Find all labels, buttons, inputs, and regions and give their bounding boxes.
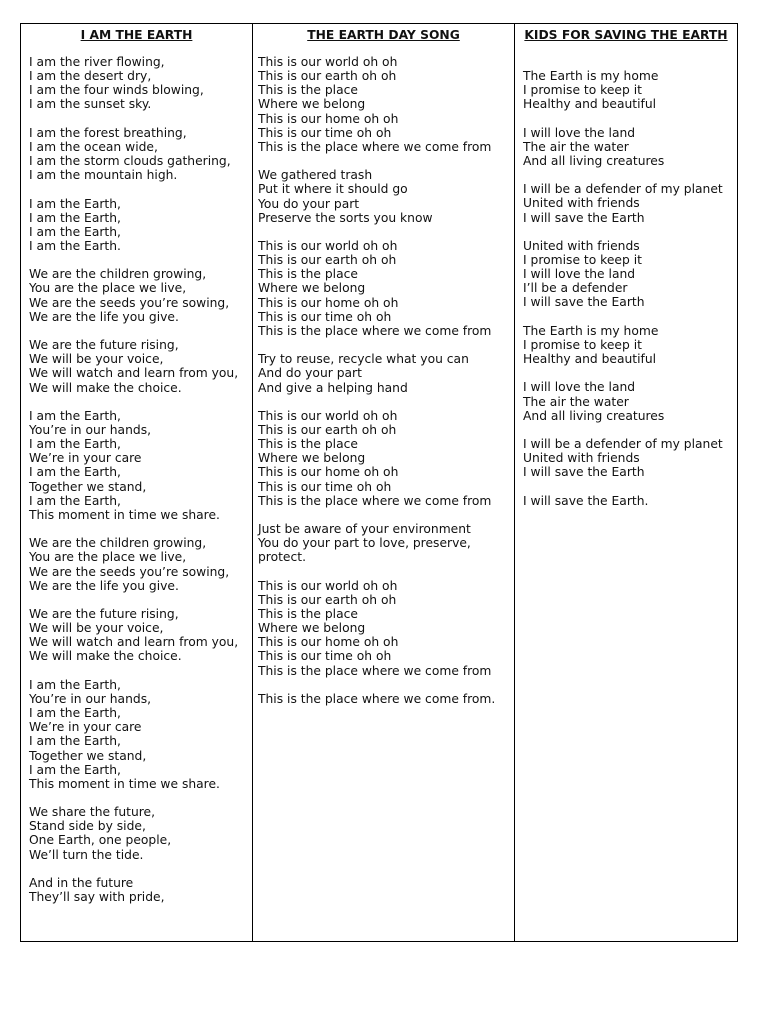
song-title: THE EARTH DAY SONG [307, 28, 460, 42]
lyric-line: The air the water [523, 139, 629, 154]
stanza [523, 126, 737, 168]
lyric-line: This is our world oh oh [258, 239, 398, 253]
lyric-line: This is our home oh oh [258, 111, 399, 126]
lyric-line: I am the Earth, [29, 493, 121, 508]
lyric-line: United with friends [523, 238, 640, 253]
lyric-line: I will be a defender of my planet [523, 182, 723, 197]
stanza [258, 409, 514, 508]
lyric-line: Where we belong [258, 97, 366, 112]
lyric-line: The air the water [523, 394, 629, 409]
lyric-line: The Earth is my home [523, 69, 659, 83]
stanza [29, 409, 248, 522]
lyric-line: This is our world oh oh [258, 55, 398, 69]
lyric-line: This is our time oh oh [258, 309, 392, 324]
lyric-line: We’ll turn the tide. [29, 847, 144, 862]
lyric-line: This is the place [258, 267, 358, 282]
lyric-line: Together we stand, [29, 748, 147, 763]
lyric-line: We will be your voice, [29, 352, 164, 367]
lyric-line: Where we belong [258, 281, 366, 296]
lyric-line: And in the future [29, 875, 134, 890]
lyric-line: I am the Earth, [29, 408, 121, 423]
lyric-line: You do your part [258, 196, 360, 211]
lyric-line: I will love the land [523, 267, 636, 282]
lyric-line: This is our world oh oh [258, 578, 398, 593]
song-lyrics [253, 52, 514, 706]
lyric-line: This is the place [258, 437, 358, 452]
lyric-line: This is our home oh oh [258, 635, 399, 650]
lyric-line: Stand side by side, [29, 819, 146, 834]
lyric-line: We will watch and learn from you, [29, 366, 239, 381]
stanza [29, 607, 248, 664]
lyric-line: Healthy and beautiful [523, 97, 657, 112]
stanza [258, 239, 514, 338]
lyric-line: I will save the Earth. [523, 493, 649, 508]
lyric-line: I am the four winds blowing, [29, 83, 204, 98]
lyric-line: This is our time oh oh [258, 649, 392, 664]
lyric-line: Together we stand, [29, 479, 147, 494]
lyric-line: We’re in your care [29, 451, 142, 466]
lyric-line: This is our earth oh oh [258, 253, 397, 268]
lyric-line: They’ll say with pride, [29, 890, 165, 905]
lyric-line: I am the desert dry, [29, 69, 152, 84]
lyric-line: I am the Earth, [29, 224, 121, 239]
stanza [29, 267, 248, 324]
lyric-line: And all living creatures [523, 153, 665, 168]
stanza [523, 69, 737, 111]
lyric-line: Where we belong [258, 621, 366, 636]
stanza [523, 182, 737, 224]
stanza [29, 338, 248, 395]
lyric-line: I’ll be a defender [523, 281, 628, 296]
lyric-line: I will save the Earth [523, 295, 645, 310]
lyric-line: The Earth is my home [523, 323, 659, 338]
lyric-line: This is the place where we come from [258, 139, 492, 154]
lyric-line: We are the seeds you’re sowing, [29, 295, 230, 310]
lyric-line: Try to reuse, recycle what you can [258, 352, 469, 367]
lyric-line: I am the Earth, [29, 762, 121, 777]
lyric-line: I am the Earth, [29, 210, 121, 225]
lyric-line: We gathered trash [258, 168, 373, 183]
lyric-line: We share the future, [29, 805, 155, 820]
lyric-line: I will be a defender of my planet [523, 436, 723, 451]
song-title: KIDS FOR SAVING THE EARTH [524, 28, 728, 42]
lyric-line: We are the future rising, [29, 338, 179, 353]
lyric-line: We are the future rising, [29, 606, 179, 621]
column-kids-for-saving-the-earth [515, 24, 737, 941]
lyric-line: We’re in your care [29, 720, 142, 735]
song-lyrics [21, 52, 252, 904]
stanza [523, 437, 737, 479]
lyric-line: This is the place [258, 607, 358, 621]
lyric-line: I will save the Earth [523, 465, 645, 480]
lyric-line: I am the Earth. [29, 239, 121, 253]
column-i-am-the-earth [21, 24, 253, 941]
lyric-line: I am the forest breathing, [29, 125, 187, 140]
lyric-line: Healthy and beautiful [523, 352, 657, 367]
lyric-line: I am the Earth, [29, 734, 121, 749]
stanza [258, 55, 514, 154]
lyric-line: You are the place we live, [29, 281, 187, 296]
stanza [258, 168, 514, 225]
lyric-line: This is the place where we come from [258, 323, 492, 338]
lyric-line: I am the sunset sky. [29, 97, 152, 112]
stanza [523, 380, 737, 422]
lyric-line: This moment in time we share. [29, 507, 220, 522]
lyric-line: Just be aware of your environment [258, 522, 471, 537]
lyric-line: This is our home oh oh [258, 465, 399, 480]
lyric-line: You’re in our hands, [29, 691, 152, 706]
lyric-line: United with friends [523, 451, 640, 466]
lyric-line: I am the Earth, [29, 677, 121, 692]
lyric-line: This is the place where we come from. [258, 691, 496, 706]
lyric-line: And all living creatures [523, 408, 665, 423]
stanza [29, 876, 248, 904]
lyric-line: I am the Earth, [29, 196, 121, 211]
lyric-line: This is our time oh oh [258, 479, 392, 494]
lyric-line: I am the river flowing, [29, 55, 165, 69]
lyric-line: And give a helping hand [258, 380, 408, 395]
lyric-line: We will watch and learn from you, [29, 635, 239, 650]
lyric-line: Put it where it should go [258, 182, 408, 197]
song-title: I AM THE EARTH [80, 28, 193, 42]
lyric-line: We are the children growing, [29, 267, 207, 282]
lyric-line: One Earth, one people, [29, 833, 172, 848]
lyric-line: I will save the Earth [523, 210, 645, 225]
lyric-line: This is our time oh oh [258, 125, 392, 140]
lyric-line: This is our earth oh oh [258, 592, 397, 607]
stanza [258, 522, 514, 564]
lyric-line: I am the ocean wide, [29, 139, 158, 154]
lyric-line: We will make the choice. [29, 380, 182, 395]
lyric-line: We are the life you give. [29, 309, 179, 324]
stanza [29, 805, 248, 862]
lyric-line: United with friends [523, 196, 640, 211]
lyric-line: I will love the land [523, 125, 636, 140]
lyric-line: I will love the land [523, 380, 636, 395]
lyric-line: This is the place [258, 83, 358, 98]
lyric-line: Where we belong [258, 451, 366, 466]
lyric-line: This is our home oh oh [258, 295, 399, 310]
stanza [29, 678, 248, 791]
stanza [258, 579, 514, 678]
lyric-line: I promise to keep it [523, 83, 642, 98]
lyric-line: We are the life you give. [29, 578, 179, 593]
lyric-line: I promise to keep it [523, 252, 642, 267]
lyric-line: This is the place where we come from [258, 493, 492, 508]
stanza [523, 324, 737, 366]
lyric-line: I am the Earth, [29, 465, 121, 480]
lyric-line: This is our world oh oh [258, 408, 398, 423]
column-earth-day-song [253, 24, 515, 941]
lyric-line: This is the place where we come from [258, 663, 492, 678]
lyric-line: You are the place we live, [29, 550, 187, 565]
stanza [523, 494, 737, 508]
lyric-line: I promise to keep it [523, 337, 642, 352]
lyric-line: I am the Earth, [29, 437, 121, 452]
lyric-line: And do your part [258, 366, 362, 381]
lyric-line: Preserve the sorts you know [258, 210, 433, 225]
lyric-line: I am the storm clouds gathering, [29, 154, 231, 169]
lyric-line: We will be your voice, [29, 621, 164, 636]
lyric-line: We are the children growing, [29, 536, 207, 551]
lyric-line: You’re in our hands, [29, 422, 152, 437]
song-lyrics [515, 66, 737, 508]
lyric-line: We will make the choice. [29, 649, 182, 664]
lyric-line: You do your part to love, preserve, protect. [258, 536, 475, 565]
stanza [258, 692, 514, 706]
lyric-line: This is our earth oh oh [258, 69, 397, 84]
lyric-line: I am the mountain high. [29, 168, 178, 183]
stanza [29, 55, 248, 112]
lyric-line: I am the Earth, [29, 706, 121, 721]
stanza [29, 126, 248, 183]
stanza [29, 197, 248, 254]
lyric-line: This moment in time we share. [29, 776, 220, 791]
stanza [258, 352, 514, 394]
lyric-line: This is our earth oh oh [258, 423, 397, 437]
stanza [29, 536, 248, 593]
lyrics-table [20, 23, 738, 942]
stanza [523, 239, 737, 310]
lyric-line: We are the seeds you’re sowing, [29, 564, 230, 579]
